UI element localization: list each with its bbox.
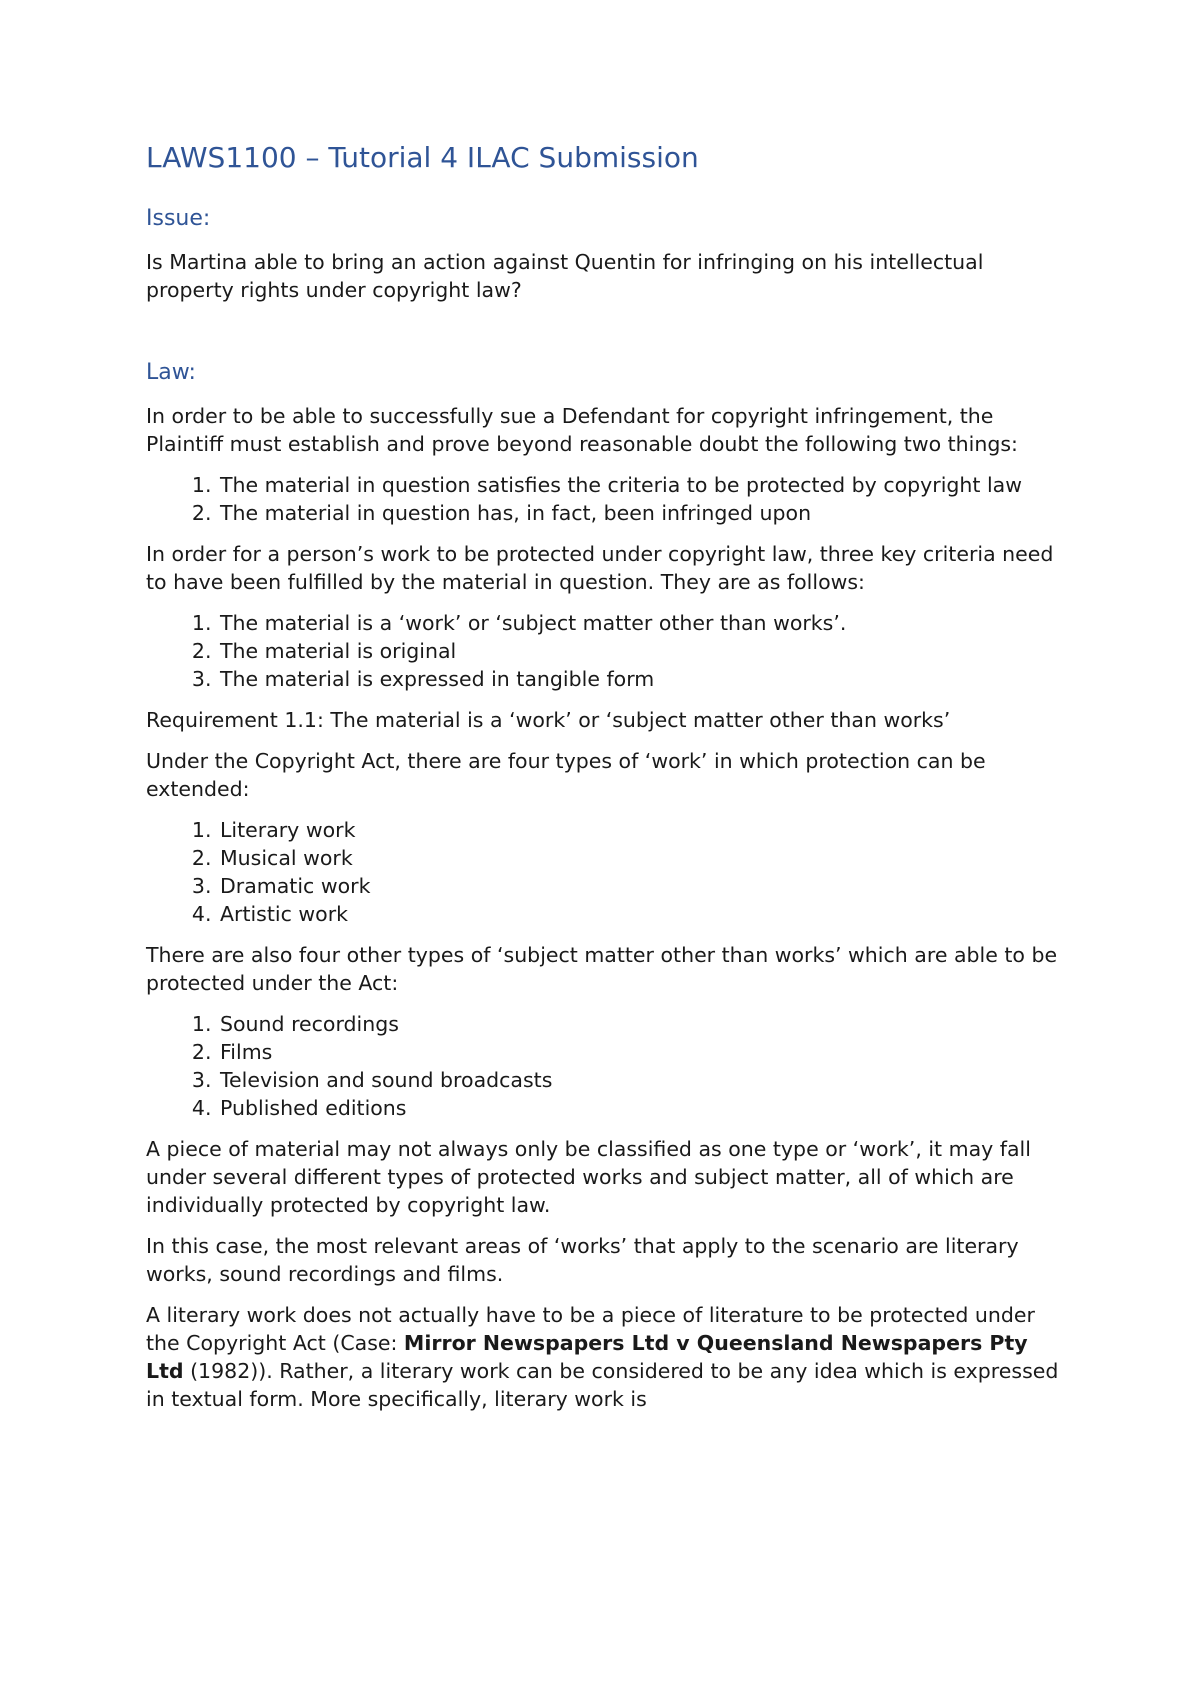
list-item: 4. Published editions (218, 1094, 1070, 1122)
law-intro-paragraph: In order to be able to successfully sue a Defendant for copyright infringement, the Plaintiff must establish and prove beyond reasonable doubt the following two things: (146, 404, 1018, 456)
list-item: 1. The material is a ‘work’ or ‘subject matter other than works’. (218, 609, 1070, 637)
literary-work-paragraph (146, 1301, 1070, 1413)
list-item: 1. Literary work (218, 816, 1070, 844)
list-item: 2. Films (218, 1038, 1070, 1066)
subject-matter-list (146, 1010, 1070, 1122)
works-intro-paragraph: Under the Copyright Act, there are four types of ‘work’ in which protection can be extended: (146, 749, 986, 801)
list-item: 1. The material in question satisfies the criteria to be protected by copyright law (218, 471, 1070, 499)
list-item: 3. Dramatic work (218, 872, 1070, 900)
subject-matter-intro-paragraph: There are also four other types of ‘subject matter other than works’ which are able to be protected under the Act: (146, 943, 1058, 995)
classification-paragraph: A piece of material may not always only be classified as one type or ‘work’, it may fall under several different types of protected works and subject matter, all of which are individually protected by copyright law. (146, 1137, 1031, 1217)
issue-paragraph: Is Martina able to bring an action against Quentin for infringing on his intellectual property rights under copyright law? (146, 250, 984, 302)
list-item: 2. The material in question has, in fact, been infringed upon (218, 499, 1070, 527)
relevant-works-paragraph: In this case, the most relevant areas of ‘works’ that apply to the scenario are literary works, sound recordings and films. (146, 1234, 1019, 1286)
issue-heading: Issue: (146, 206, 211, 231)
list-item: 2. The material is original (218, 637, 1070, 665)
law-heading: Law: (146, 360, 196, 385)
list-item: 4. Artistic work (218, 900, 1070, 928)
list-item: 1. Sound recordings (218, 1010, 1070, 1038)
list-item: 3. The material is expressed in tangible form (218, 665, 1070, 693)
criteria-list (146, 609, 1070, 693)
law-requirements-list (146, 471, 1070, 527)
document-title: LAWS1100 – Tutorial 4 ILAC Submission (146, 141, 699, 174)
list-item: 2. Musical work (218, 844, 1070, 872)
works-list (146, 816, 1070, 928)
literary-text-part1: A literary work does not actually have to be a piece of literature to be protected under the Copyright Act (Case: (146, 1303, 1035, 1355)
list-item: 3. Television and sound broadcasts (218, 1066, 1070, 1094)
requirement-label: Requirement 1.1: The material is a ‘work’ or ‘subject matter other than works’ (146, 708, 951, 732)
literary-text-part2: (1982)). Rather, a literary work can be considered to be any idea which is expressed in textual form. More specifically, literary work is (146, 1359, 1059, 1411)
criteria-intro-paragraph: In order for a person’s work to be protected under copyright law, three key criteria need to have been fulfilled by the material in question. They are as follows: (146, 542, 1054, 594)
case-name: Mirror Newspapers Ltd v Queensland Newspapers Pty Ltd (146, 1331, 1028, 1383)
